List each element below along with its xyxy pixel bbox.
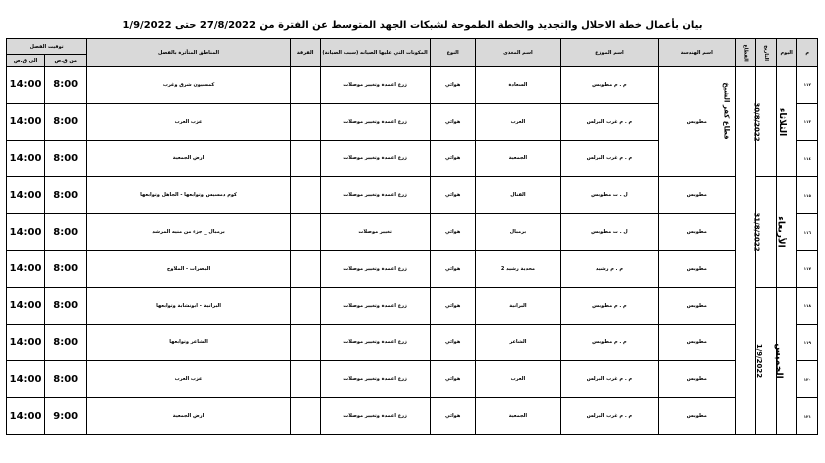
feeder-cell: الجمعية <box>475 398 560 435</box>
header-to: الى ق.ص <box>7 55 45 67</box>
to-time: 14:00 <box>7 67 45 104</box>
row-num: ١١٩ <box>797 324 818 361</box>
areas-cell: كوم دمسيس وتوابعها - الجاهل وتوابعها <box>87 177 291 214</box>
areas-cell: ارض الجمعية <box>87 140 291 177</box>
feeder-cell: العرب <box>475 103 560 140</box>
from-time: 8:00 <box>45 67 87 104</box>
row-num: ١٢٠ <box>797 361 818 398</box>
row-num: ١١٧ <box>797 250 818 287</box>
type-cell: هوائي <box>430 140 475 177</box>
areas-cell: ارض الجمعية <box>87 398 291 435</box>
header-feeder: اسم المغذى <box>475 39 560 67</box>
header-sector: القطاع <box>735 39 756 67</box>
areas-cell: البرانية - ابونشابة وتوابعها <box>87 287 291 324</box>
to-time: 14:00 <box>7 177 45 214</box>
team-cell <box>290 250 320 287</box>
table-row <box>7 250 818 287</box>
day-cell: الأربعاء <box>776 177 797 287</box>
to-time: 14:00 <box>7 214 45 251</box>
feeder-cell: العرب <box>475 361 560 398</box>
engineering-cell: مطوبس <box>658 67 735 177</box>
components-cell: زرع اعمدة وتغيير موصلات <box>320 140 430 177</box>
table-row <box>7 398 818 435</box>
engineering-cell: مطوبس <box>658 324 735 361</box>
type-cell: هوائي <box>430 103 475 140</box>
to-time: 14:00 <box>7 103 45 140</box>
type-cell: هوائي <box>430 324 475 361</box>
engineering-cell: مطوبس <box>658 398 735 435</box>
areas-cell: البصرات - الملاوح <box>87 250 291 287</box>
date-cell: 31/8/2022 <box>756 177 777 287</box>
feeder-cell: السعادة <box>475 67 560 104</box>
row-num: ١١٥ <box>797 177 818 214</box>
team-cell <box>290 361 320 398</box>
areas-cell: برمبال _ جزء من منيه المرشد <box>87 214 291 251</box>
maintenance-table <box>6 38 818 435</box>
team-cell <box>290 287 320 324</box>
header-num: م <box>797 39 818 67</box>
page-title: بيان بأعمال خطة الاحلال والتجديد والخطة الطموحة لشبكات الجهد المتوسط عن الفترة من 27/8/2022 حتى 1/9/2022 <box>122 20 703 31</box>
distributor-cell: م . م مطوبس <box>561 287 659 324</box>
type-cell: هوائي <box>430 398 475 435</box>
type-cell: هوائي <box>430 361 475 398</box>
distributor-cell: م . م مطوبس <box>561 67 659 104</box>
engineering-cell: مطوبس <box>658 287 735 324</box>
type-cell: هوائي <box>430 287 475 324</box>
feeder-cell: الجمعية <box>475 140 560 177</box>
header-from: من ق.ص <box>45 55 87 67</box>
header-date: التاريخ <box>756 39 777 67</box>
header-type: النوع <box>430 39 475 67</box>
to-time: 14:00 <box>7 250 45 287</box>
team-cell <box>290 103 320 140</box>
date-cell: 1/9/2022 <box>756 287 777 434</box>
feeder-cell: برمبال <box>475 214 560 251</box>
header-team: الفرقة <box>290 39 320 67</box>
areas-cell: كمسيون شرق وغرب <box>87 67 291 104</box>
components-cell: زرع اعمدة وتغيير موصلات <box>320 103 430 140</box>
header-areas: المناطق المتأثرة بالفصل <box>87 39 291 67</box>
type-cell: هوائي <box>430 250 475 287</box>
team-cell <box>290 177 320 214</box>
from-time: 8:00 <box>45 324 87 361</box>
from-time: 8:00 <box>45 250 87 287</box>
table-row <box>7 324 818 361</box>
row-num: ١٢١ <box>797 398 818 435</box>
header-engineering: اسم الهندسة <box>658 39 735 67</box>
header-components: المكونات التي عليها الصيانه (سبب الصيانة) <box>320 39 430 67</box>
distributor-cell: م . م غرب البرلس <box>561 103 659 140</box>
to-time: 14:00 <box>7 398 45 435</box>
feeder-cell: الشاعر <box>475 324 560 361</box>
distributor-cell: م . م غرب البرلس <box>561 140 659 177</box>
from-time: 8:00 <box>45 140 87 177</box>
to-time: 14:00 <box>7 140 45 177</box>
to-time: 14:00 <box>7 287 45 324</box>
engineering-cell: مطوبس <box>658 177 735 214</box>
type-cell: هوائي <box>430 177 475 214</box>
areas-cell: عزب العرب <box>87 361 291 398</box>
header-cut-time: توقيت الفصل <box>7 39 87 55</box>
areas-cell: الشاعر وتوابعها <box>87 324 291 361</box>
components-cell: زرع اعمدة وتغيير موصلات <box>320 67 430 104</box>
distributor-cell: م . م غرب البرلس <box>561 398 659 435</box>
feeder-cell: القنال <box>475 177 560 214</box>
distributor-cell: م . م رشيد <box>561 250 659 287</box>
components-cell: زرع اعمدة وتغيير موصلات <box>320 361 430 398</box>
engineering-cell: مطوبس <box>658 214 735 251</box>
from-time: 8:00 <box>45 361 87 398</box>
row-num: ١١٢ <box>797 67 818 104</box>
day-cell: الثلاثاء <box>776 67 797 177</box>
engineering-cell: مطوبس <box>658 250 735 287</box>
table-row <box>7 287 818 324</box>
team-cell <box>290 324 320 361</box>
team-cell <box>290 67 320 104</box>
from-time: 9:00 <box>45 398 87 435</box>
feeder-cell: البرانية <box>475 287 560 324</box>
from-time: 8:00 <box>45 103 87 140</box>
components-cell: زرع اعمدة وتغيير موصلات <box>320 250 430 287</box>
to-time: 14:00 <box>7 361 45 398</box>
row-num: ١١٦ <box>797 214 818 251</box>
row-num: ١١٨ <box>797 287 818 324</box>
table-row <box>7 177 818 214</box>
components-cell: زرع اعمدة وتغيير موصلات <box>320 177 430 214</box>
from-time: 8:00 <box>45 287 87 324</box>
team-cell <box>290 140 320 177</box>
type-cell: هوائي <box>430 67 475 104</box>
team-cell <box>290 398 320 435</box>
from-time: 8:00 <box>45 214 87 251</box>
distributor-cell: ل . ت مطوبس <box>561 177 659 214</box>
distributor-cell: م . م مطوبس <box>561 324 659 361</box>
table-row <box>7 67 818 104</box>
table-row <box>7 214 818 251</box>
header-distributor: اسم الموزع <box>561 39 659 67</box>
components-cell: زرع اعمدة وتغيير موصلات <box>320 324 430 361</box>
engineering-cell: مطوبس <box>658 361 735 398</box>
components-cell: زرع اعمدة وتغيير موصلات <box>320 398 430 435</box>
row-num: ١١٤ <box>797 140 818 177</box>
components-cell: زرع اعمدة وتغيير موصلات <box>320 287 430 324</box>
team-cell <box>290 214 320 251</box>
sector-cell: قطاع كفر الشيخ <box>735 67 756 435</box>
feeder-cell: محدية رشيد 2 <box>475 250 560 287</box>
day-cell: الخميس <box>776 287 797 434</box>
areas-cell: عزب العرب <box>87 103 291 140</box>
date-cell: 30/8/2022 <box>756 67 777 177</box>
distributor-cell: م . م غرب البرلس <box>561 361 659 398</box>
components-cell: تغيير موصلات <box>320 214 430 251</box>
to-time: 14:00 <box>7 324 45 361</box>
type-cell: هوائي <box>430 214 475 251</box>
distributor-cell: ل . ت مطوبس <box>561 214 659 251</box>
from-time: 8:00 <box>45 177 87 214</box>
header-day: اليوم <box>776 39 797 67</box>
table-row <box>7 361 818 398</box>
row-num: ١١٣ <box>797 103 818 140</box>
